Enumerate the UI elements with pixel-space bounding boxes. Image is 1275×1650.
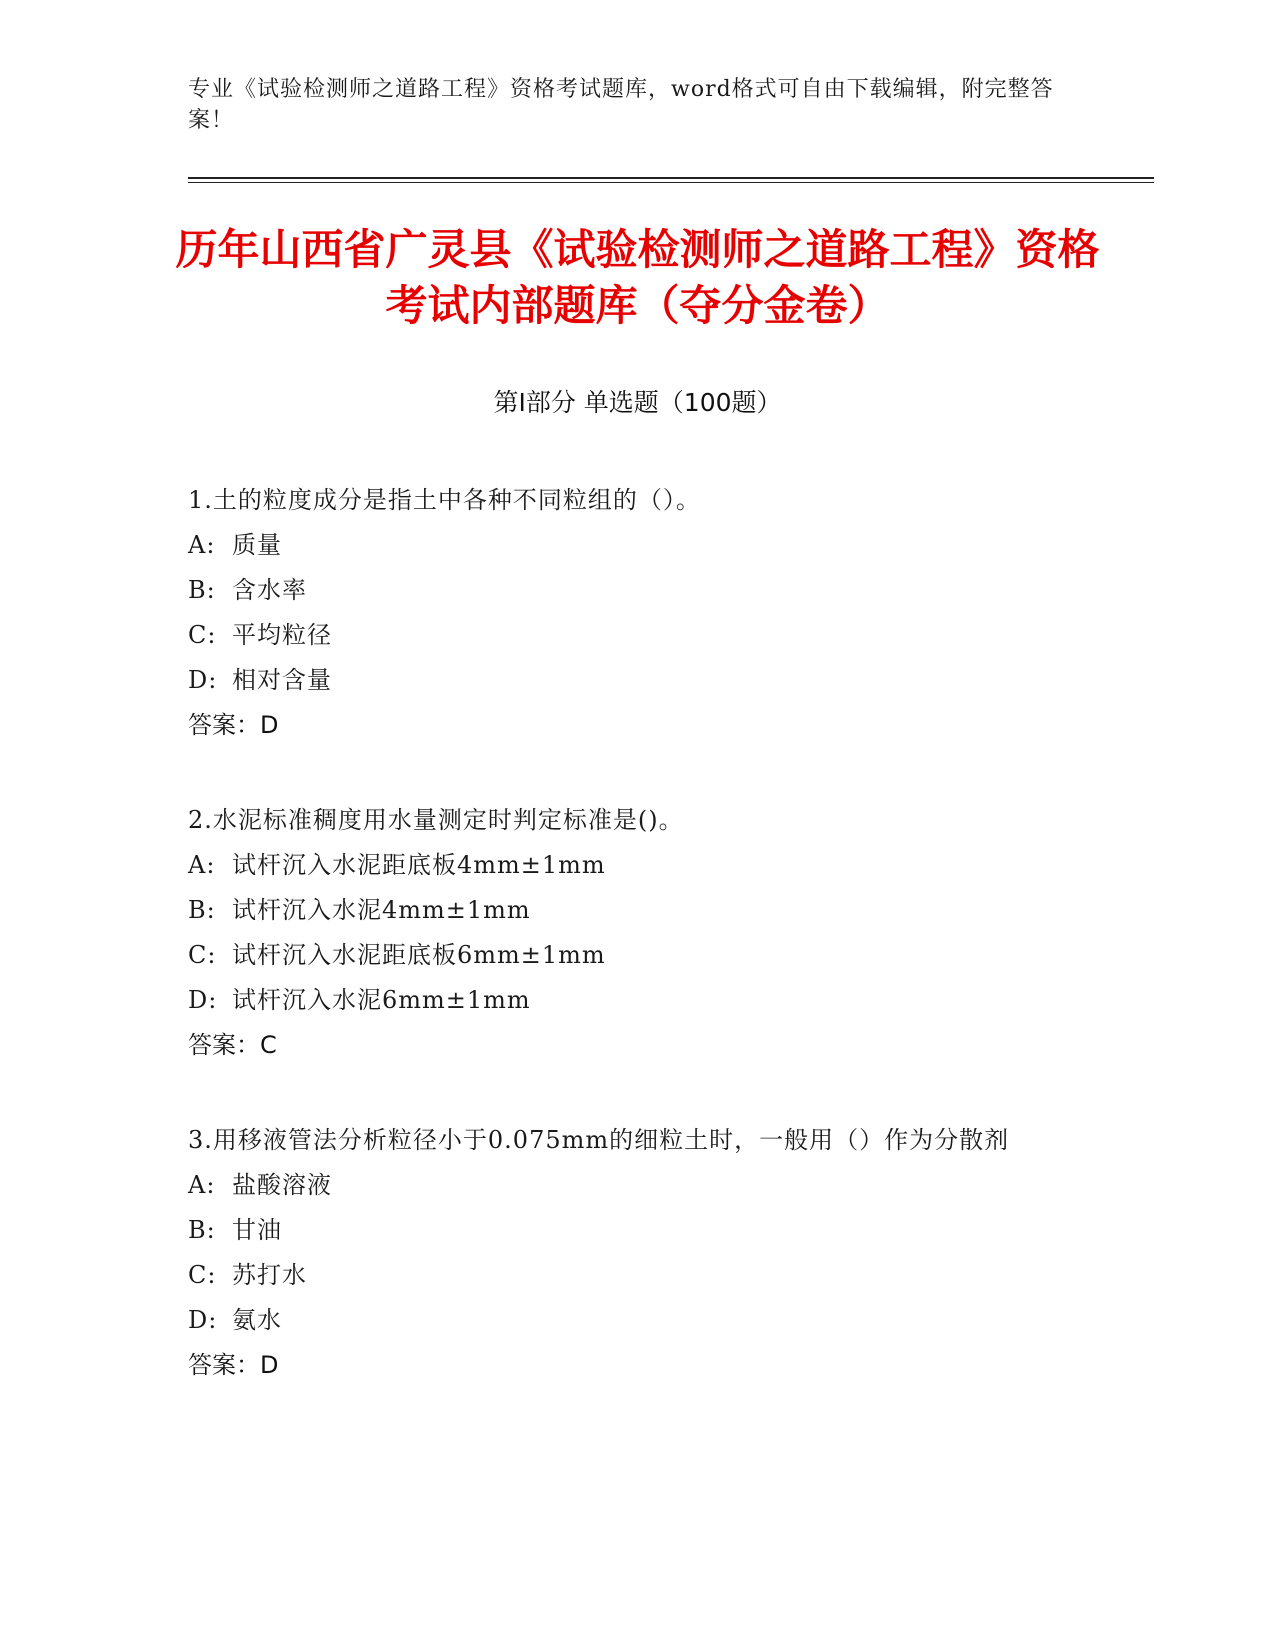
option-text: 试杆沉入水泥4mm±1mm (232, 896, 531, 924)
question-3 (188, 1118, 1068, 1388)
question-stem: 2.水泥标准稠度用水量测定时判定标准是()。 (188, 806, 684, 834)
question-stem: 3.用移液管法分析粒径小于0.075mm的细粒土时，一般用（）作为分散剂 (188, 1126, 1010, 1154)
option-key: C: (188, 621, 217, 649)
option-key: B: (188, 1216, 216, 1244)
option-text: 试杆沉入水泥距底板6mm±1mm (232, 941, 606, 969)
option-a (188, 843, 1068, 888)
answer: 答案：D (188, 711, 279, 739)
option-key: B: (188, 896, 216, 924)
option-key: D: (188, 666, 218, 694)
option-c (188, 933, 1068, 978)
answer: 答案：C (188, 1031, 277, 1059)
question-2 (188, 798, 1068, 1068)
question-1 (188, 478, 1068, 748)
header-note: 专业《试验检测师之道路工程》资格考试题库，word格式可自由下载编辑，附完整答案！ (188, 77, 1054, 133)
option-text: 苏打水 (232, 1261, 307, 1289)
option-text: 试杆沉入水泥距底板4mm±1mm (232, 851, 606, 879)
header-divider (188, 177, 1154, 179)
option-key: A: (188, 1171, 216, 1199)
option-text: 质量 (232, 531, 282, 559)
option-text: 甘油 (232, 1216, 282, 1244)
option-b (188, 1208, 1068, 1253)
option-key: A: (188, 851, 216, 879)
option-text: 盐酸溶液 (232, 1171, 332, 1199)
document-title: 历年山西省广灵县《试验检测师之道路工程》资格考试内部题库（夺分金卷） (175, 225, 1100, 330)
option-key: A: (188, 531, 216, 559)
option-d (188, 978, 1068, 1023)
option-c (188, 1253, 1068, 1298)
option-text: 氨水 (232, 1306, 282, 1334)
option-key: C: (188, 941, 217, 969)
option-key: C: (188, 1261, 217, 1289)
option-text: 平均粒径 (232, 621, 332, 649)
option-text: 含水率 (232, 576, 307, 604)
option-b (188, 888, 1068, 933)
option-a (188, 1163, 1068, 1208)
section-title: 第Ⅰ部分 单选题（100题） (493, 388, 782, 417)
option-a (188, 523, 1068, 568)
option-d (188, 658, 1068, 703)
option-text: 试杆沉入水泥6mm±1mm (232, 986, 531, 1014)
option-key: D: (188, 1306, 218, 1334)
option-d (188, 1298, 1068, 1343)
question-list (188, 478, 1068, 1438)
option-text: 相对含量 (232, 666, 332, 694)
option-key: D: (188, 986, 218, 1014)
option-c (188, 613, 1068, 658)
option-key: B: (188, 576, 216, 604)
answer: 答案：D (188, 1351, 279, 1379)
header-divider-thin (188, 182, 1154, 183)
option-b (188, 568, 1068, 613)
question-stem: 1.土的粒度成分是指土中各种不同粒组的（）。 (188, 486, 701, 514)
